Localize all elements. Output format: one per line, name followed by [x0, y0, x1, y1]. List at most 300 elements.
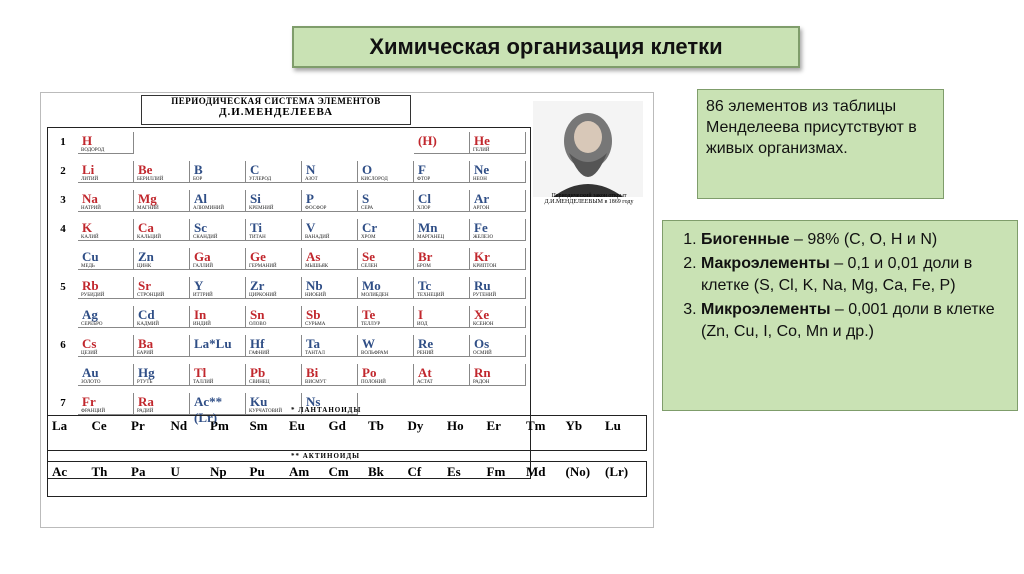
element-cell	[131, 464, 173, 494]
element-symbol: F	[418, 162, 426, 177]
element-name: РТУТЬ	[137, 380, 153, 385]
period-label: 3	[60, 194, 66, 206]
element-group-description: – 0,1 и 0,01 доли в клетке (S, Cl, K, Na, Mg, Ca, Fe, P)	[701, 255, 973, 294]
element-cell	[526, 418, 568, 448]
element-symbol: Mo	[362, 278, 381, 293]
elements-count-text: 86 элементов из таблицы Менделеева присутствуют в живых организмах.	[706, 98, 917, 157]
lanthanoids-caption: * ЛАНТАНОИДЫ	[291, 406, 362, 414]
element-name: ХЛОР	[417, 206, 431, 211]
element-symbol: Sb	[306, 307, 321, 322]
element-name: ТАЛЛИЙ	[193, 380, 214, 385]
element-symbol: Fe	[474, 220, 488, 235]
element-name: УГЛЕРОД	[249, 177, 272, 182]
element-name: КУРЧАТОВИЙ	[249, 409, 283, 414]
period-label: 7	[60, 397, 66, 409]
element-cell	[246, 248, 302, 270]
element-name: ВОЛЬФРАМ	[361, 351, 389, 356]
element-group-description: – 0,001 доли в клетке (Zn, Cu, I, Co, Mn и др.)	[701, 301, 995, 340]
element-cell	[414, 190, 470, 212]
element-symbol: Rn	[474, 365, 491, 380]
element-name: БЕРИЛЛИЙ	[137, 177, 164, 182]
mendeleev-portrait	[533, 101, 643, 197]
element-cell	[78, 132, 134, 154]
element-symbol: (No)	[565, 464, 591, 479]
element-symbol: At	[418, 365, 432, 380]
element-cell	[414, 161, 470, 183]
element-cell	[368, 418, 410, 448]
element-cell	[358, 364, 414, 386]
element-name: ВИСМУТ	[305, 380, 327, 385]
element-cell	[78, 161, 134, 183]
element-name: СЕРЕБРО	[81, 322, 103, 327]
element-cell	[605, 464, 647, 494]
element-name: ВОДОРОД	[81, 148, 105, 153]
period-label: 2	[60, 165, 66, 177]
element-cell	[414, 306, 470, 328]
element-cell	[78, 393, 134, 415]
element-symbol: Ru	[474, 278, 491, 293]
element-symbol: Ar	[474, 191, 490, 206]
element-cell	[92, 464, 134, 494]
element-name: АСТАТ	[417, 380, 433, 385]
element-name: РУТЕНИЙ	[473, 293, 497, 298]
element-symbol: Cd	[138, 307, 155, 322]
element-symbol: He	[474, 133, 490, 148]
element-name: КСЕНОН	[473, 322, 494, 327]
lanthanoids-row	[47, 415, 647, 451]
element-symbol: Sm	[249, 418, 268, 433]
element-name: НАТРИЙ	[81, 206, 101, 211]
element-cell	[190, 393, 246, 425]
element-cell	[470, 161, 526, 183]
element-cell	[171, 418, 213, 448]
element-cell	[358, 248, 414, 270]
element-symbol: Pu	[249, 464, 265, 479]
element-cell	[210, 418, 252, 448]
element-name: ТИТАН	[249, 235, 266, 240]
element-symbol: Lu	[605, 418, 621, 433]
element-name: НЕОН	[473, 177, 487, 182]
element-cell	[302, 335, 358, 357]
element-name: РАДОН	[473, 380, 490, 385]
element-symbol: P	[306, 191, 314, 206]
element-symbol: Ne	[474, 162, 490, 177]
element-symbol: Sc	[194, 220, 207, 235]
element-symbol: Nd	[170, 418, 188, 433]
element-name: ТЕХНЕЦИЙ	[417, 293, 445, 298]
element-name: НИОБИЙ	[305, 293, 326, 298]
element-name: БАРИЙ	[137, 351, 154, 356]
element-cell	[289, 418, 331, 448]
element-cell	[78, 335, 134, 357]
periodic-table-image	[40, 92, 654, 528]
element-name: ТЕЛЛУР	[361, 322, 381, 327]
element-cell	[246, 364, 302, 386]
element-name: ФТОР	[417, 177, 431, 182]
element-cell	[329, 418, 371, 448]
element-symbol: Dy	[407, 418, 424, 433]
element-symbol: Xe	[474, 307, 490, 322]
element-symbol: As	[306, 249, 321, 264]
element-name: КРЕМНИЙ	[249, 206, 274, 211]
periodic-table-header	[141, 95, 411, 125]
element-symbol: Cu	[82, 249, 99, 264]
element-symbol: Al	[194, 191, 207, 206]
element-name: АРГОН	[473, 206, 490, 211]
element-cell	[78, 248, 134, 270]
element-name: ЗОЛОТО	[81, 380, 101, 385]
element-cell	[190, 190, 246, 212]
element-cell	[190, 161, 246, 183]
element-name: ЦИНК	[137, 264, 152, 269]
element-symbol: Sr	[138, 278, 151, 293]
element-cell	[190, 364, 246, 386]
element-cell	[470, 190, 526, 212]
element-name: ТАНТАЛ	[305, 351, 325, 356]
element-cell	[134, 190, 190, 212]
element-cell	[210, 464, 252, 494]
element-cell	[134, 306, 190, 328]
element-cell	[487, 464, 529, 494]
element-name: СУРЬМА	[305, 322, 326, 327]
element-cell	[358, 190, 414, 212]
element-cell	[414, 248, 470, 270]
actinoids-caption: ** АКТИНОИДЫ	[291, 452, 361, 460]
element-symbol: Mg	[138, 191, 157, 206]
element-cell	[368, 464, 410, 494]
element-symbol: Ku	[250, 394, 268, 409]
element-cell	[302, 277, 358, 299]
element-symbol: B	[194, 162, 203, 177]
element-symbol: Es	[447, 464, 461, 479]
element-cell	[329, 464, 371, 494]
element-cell	[470, 364, 526, 386]
element-name: РУБИДИЙ	[81, 293, 105, 298]
element-symbol: Tb	[368, 418, 384, 433]
element-name: ЛИТИЙ	[81, 177, 99, 182]
periodic-table-header-line2: Д.И.МЕНДЕЛЕЕВА	[218, 106, 334, 118]
element-symbol: Er	[486, 418, 501, 433]
element-symbol: Tl	[194, 365, 207, 380]
element-cell	[289, 464, 331, 494]
element-symbol: Pm	[210, 418, 229, 433]
element-cell	[470, 219, 526, 241]
element-cell	[246, 161, 302, 183]
element-name: СЕРА	[361, 206, 374, 211]
element-name: ФРАНЦИЙ	[81, 409, 106, 414]
element-cell	[302, 248, 358, 270]
element-cell	[470, 306, 526, 328]
element-name: ФОСФОР	[305, 206, 327, 211]
element-cell	[358, 219, 414, 241]
element-symbol: Ti	[250, 220, 263, 235]
element-symbol: Ba	[138, 336, 154, 351]
element-symbol: (H)	[418, 133, 437, 148]
element-cell	[302, 190, 358, 212]
element-symbol: N	[306, 162, 316, 177]
element-symbol: Na	[82, 191, 98, 206]
element-name: СЕЛЕН	[361, 264, 378, 269]
element-symbol: Cs	[82, 336, 97, 351]
element-symbol: La*Lu	[194, 336, 232, 351]
element-cell	[78, 277, 134, 299]
element-cell	[134, 364, 190, 386]
element-symbol: O	[362, 162, 373, 177]
element-name: ЖЕЛЕЗО	[473, 235, 494, 240]
element-symbol: Yb	[565, 418, 583, 433]
element-name: ЦИРКОНИЙ	[249, 293, 277, 298]
element-group-title: Макроэлементы	[701, 255, 830, 272]
element-symbol: Be	[138, 162, 153, 177]
period-label: 1	[60, 136, 66, 148]
element-name: РЕНИЙ	[417, 351, 434, 356]
element-symbol: Te	[362, 307, 376, 322]
element-cell	[246, 306, 302, 328]
element-group-item	[701, 229, 1007, 251]
element-name: ОСМИЙ	[473, 351, 492, 356]
element-cell	[447, 418, 489, 448]
element-symbol: S	[362, 191, 370, 206]
element-symbol: Ag	[82, 307, 98, 322]
element-symbol: Ac**(Lr)	[194, 394, 223, 425]
element-name: МОЛИБДЕН	[361, 293, 389, 298]
element-symbol: Hg	[138, 365, 155, 380]
element-groups-box	[662, 220, 1018, 411]
element-symbol: Ac	[52, 464, 68, 479]
element-group-item	[701, 253, 1007, 297]
element-name: СВИНЕЦ	[249, 380, 270, 385]
element-symbol: Ta	[306, 336, 320, 351]
element-symbol: Cm	[328, 464, 349, 479]
element-name: ИНДИЙ	[193, 322, 211, 327]
element-symbol: Zn	[138, 249, 154, 264]
element-cell	[190, 219, 246, 241]
element-symbol: Bi	[306, 365, 319, 380]
element-symbol: V	[306, 220, 316, 235]
element-name: АЛЮМИНИЙ	[193, 206, 225, 211]
element-symbol: Ga	[194, 249, 211, 264]
element-name: СТРОНЦИЙ	[137, 293, 165, 298]
elements-count-box	[697, 89, 944, 199]
element-cell	[78, 306, 134, 328]
element-cell	[470, 248, 526, 270]
element-cell	[358, 161, 414, 183]
element-symbol: Gd	[328, 418, 346, 433]
element-cell	[470, 132, 526, 154]
element-symbol: C	[250, 162, 260, 177]
element-cell	[134, 277, 190, 299]
element-name: АЗОТ	[305, 177, 318, 182]
element-name: ЦЕЗИЙ	[81, 351, 98, 356]
element-cell	[605, 418, 647, 448]
element-symbol: Pr	[131, 418, 145, 433]
element-name: ИТТРИЙ	[193, 293, 213, 298]
element-cell	[250, 418, 292, 448]
element-symbol: K	[82, 220, 93, 235]
element-symbol: Ra	[138, 394, 154, 409]
element-symbol: (Lr)	[605, 464, 629, 479]
element-symbol: H	[82, 133, 93, 148]
element-name: ВАНАДИЙ	[305, 235, 330, 240]
element-cell	[246, 335, 302, 357]
element-symbol: Ge	[250, 249, 266, 264]
element-symbol: Zr	[250, 278, 265, 293]
element-symbol: I	[418, 307, 424, 322]
element-cell	[246, 277, 302, 299]
element-cell	[78, 364, 134, 386]
element-cell	[52, 464, 94, 494]
element-name: СКАНДИЙ	[193, 235, 218, 240]
element-cell	[250, 464, 292, 494]
element-group-title: Микроэлементы	[701, 301, 831, 318]
element-symbol: Bk	[368, 464, 384, 479]
element-symbol: Au	[82, 365, 99, 380]
element-cell	[134, 335, 190, 357]
portrait-caption: Периодический закон открыт Д.И.МЕНДЕЛЕЕВЫМ в 1869 году	[544, 193, 634, 205]
element-cell	[134, 248, 190, 270]
element-groups-list	[673, 229, 1007, 343]
element-symbol: Y	[194, 278, 204, 293]
element-name: МЕДЬ	[81, 264, 95, 269]
element-cell	[414, 364, 470, 386]
element-symbol: Np	[210, 464, 227, 479]
element-symbol: Pb	[250, 365, 266, 380]
element-symbol: Se	[362, 249, 375, 264]
element-cell	[358, 306, 414, 328]
element-name: БРОМ	[417, 264, 431, 269]
element-symbol: Ce	[91, 418, 107, 433]
element-name: КРИПТОН	[473, 264, 497, 269]
element-cell	[470, 335, 526, 357]
slide-title-box	[292, 26, 800, 68]
element-symbol: W	[362, 336, 375, 351]
element-cell	[190, 248, 246, 270]
element-cell	[487, 418, 529, 448]
element-cell	[171, 464, 213, 494]
element-name: ГЕРМАНИЙ	[249, 264, 277, 269]
element-cell	[302, 364, 358, 386]
element-cell	[246, 190, 302, 212]
element-symbol: Kr	[474, 249, 490, 264]
element-symbol: Cf	[407, 464, 422, 479]
element-symbol: Mn	[418, 220, 438, 235]
element-name: МАГНИЙ	[137, 206, 159, 211]
element-symbol: Ca	[138, 220, 154, 235]
element-cell	[190, 335, 246, 357]
element-symbol: Cr	[362, 220, 378, 235]
element-name: МАРГАНЕЦ	[417, 235, 445, 240]
element-symbol: Am	[289, 464, 310, 479]
element-group-item	[701, 299, 1007, 343]
element-cell	[302, 219, 358, 241]
element-cell	[358, 335, 414, 357]
element-symbol: Fr	[82, 394, 96, 409]
periodic-table-header-line1: ПЕРИОДИЧЕСКАЯ СИСТЕМА ЭЛЕМЕНТОВ	[171, 96, 381, 106]
element-cell	[358, 277, 414, 299]
slide-title: Химическая организация клетки	[369, 34, 723, 59]
element-symbol: Th	[91, 464, 108, 479]
element-name: ГАФНИЙ	[249, 351, 270, 356]
element-symbol: Os	[474, 336, 490, 351]
element-name: КАЛЬЦИЙ	[137, 235, 162, 240]
element-cell	[414, 277, 470, 299]
element-cell	[408, 418, 450, 448]
element-symbol: Fm	[486, 464, 506, 479]
element-cell	[302, 306, 358, 328]
element-name: ОЛОВО	[249, 322, 267, 327]
element-name: МЫШЬЯК	[305, 264, 329, 269]
element-symbol: In	[194, 307, 207, 322]
element-symbol: Nb	[306, 278, 323, 293]
actinoids-row	[47, 461, 647, 497]
element-cell	[526, 464, 568, 494]
element-cell	[52, 418, 94, 448]
element-group-title: Биогенные	[701, 231, 790, 248]
element-symbol: Hf	[250, 336, 265, 351]
element-cell	[566, 418, 608, 448]
element-name: ИОД	[417, 322, 428, 327]
element-symbol: Po	[362, 365, 377, 380]
period-label: 5	[60, 281, 66, 293]
element-symbol: Ns	[306, 394, 321, 409]
element-cell	[470, 277, 526, 299]
element-symbol: Tm	[526, 418, 546, 433]
element-symbol: Eu	[289, 418, 305, 433]
element-group-description: – 98% (C, O, H и N)	[789, 231, 938, 248]
element-cell	[78, 190, 134, 212]
element-symbol: Ho	[447, 418, 464, 433]
element-symbol: La	[52, 418, 68, 433]
element-symbol: Tc	[418, 278, 432, 293]
element-cell	[190, 277, 246, 299]
element-cell	[78, 219, 134, 241]
element-symbol: Sn	[250, 307, 265, 322]
element-name: ХРОМ	[361, 235, 376, 240]
element-cell	[414, 335, 470, 357]
element-symbol: Pa	[131, 464, 146, 479]
element-cell	[134, 161, 190, 183]
element-name: ГАЛЛИЙ	[193, 264, 213, 269]
element-symbol: Md	[526, 464, 546, 479]
element-symbol: Br	[418, 249, 433, 264]
element-symbol: Cl	[418, 191, 431, 206]
element-cell	[92, 418, 134, 448]
element-symbol: U	[170, 464, 180, 479]
period-label: 4	[60, 223, 66, 235]
element-name: КАЛИЙ	[81, 235, 99, 240]
element-cell	[566, 464, 608, 494]
element-cell	[414, 219, 470, 241]
element-symbol: Si	[250, 191, 261, 206]
element-cell	[302, 161, 358, 183]
element-cell	[246, 219, 302, 241]
element-name: КАДМИЙ	[137, 322, 160, 327]
element-cell	[414, 132, 470, 154]
element-cell	[190, 306, 246, 328]
element-cell	[447, 464, 489, 494]
element-cell	[134, 393, 190, 415]
element-name: ПОЛОНИЙ	[361, 380, 386, 385]
element-name: ГЕЛИЙ	[473, 148, 490, 153]
element-cell	[134, 219, 190, 241]
element-cell	[131, 418, 173, 448]
element-name: КИСЛОРОД	[361, 177, 388, 182]
element-symbol: Re	[418, 336, 434, 351]
period-label: 6	[60, 339, 66, 351]
element-name: БОР	[193, 177, 203, 182]
element-name: РАДИЙ	[137, 409, 154, 414]
element-symbol: Rb	[82, 278, 99, 293]
